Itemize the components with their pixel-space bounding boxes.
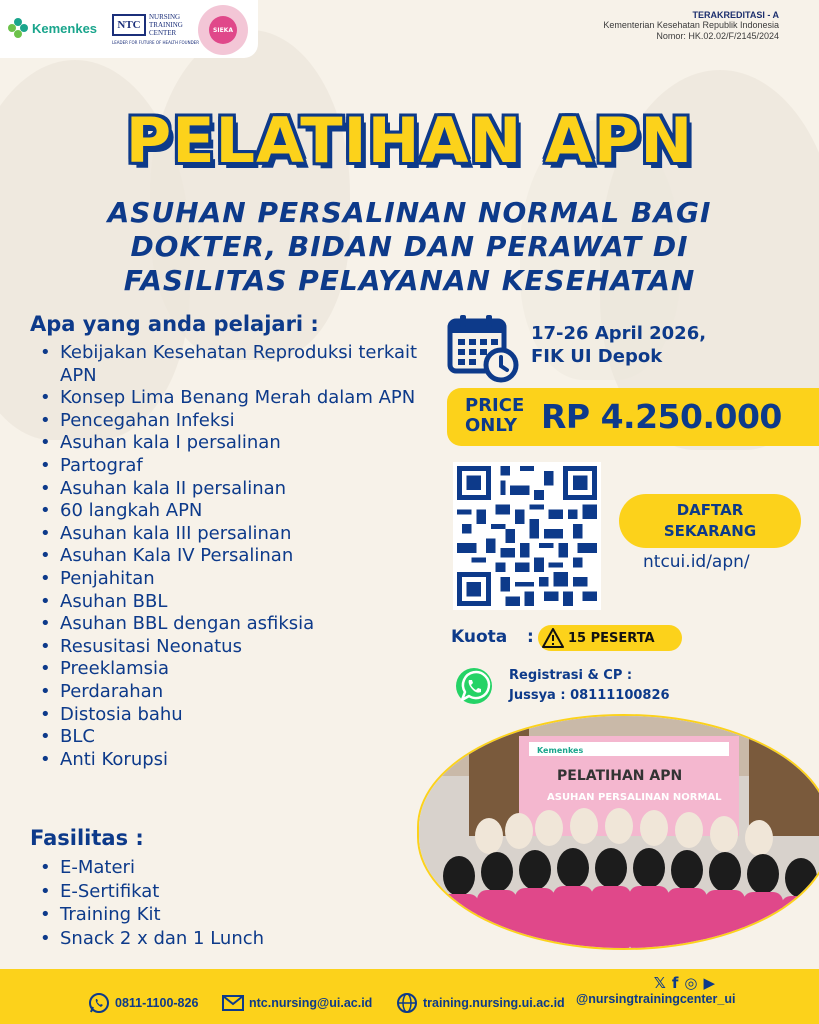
price-label-line: ONLY [465, 415, 518, 436]
sieka-logo [198, 5, 248, 55]
list-item: • Resusitasi Neonatus [40, 636, 420, 659]
list-item: • Asuhan kala II persalinan [40, 478, 420, 501]
footer-website[interactable] [396, 992, 565, 1014]
event-location: FIK UI Depok [531, 346, 663, 367]
accreditation-block [603, 10, 779, 42]
list-item: • E-Sertifikat [40, 880, 264, 904]
mail-icon [222, 992, 244, 1014]
page-subtitle [0, 196, 819, 298]
list-item: • Asuhan kala I persalinan [40, 432, 420, 455]
contact-person-label: Registrasi & CP : [509, 668, 633, 683]
facebook-icon[interactable]: f [671, 974, 679, 992]
quota-label: Kuota [451, 627, 508, 647]
list-item: • Asuhan BBL [40, 591, 420, 614]
footer-phone-text: 0811-1100-826 [115, 996, 199, 1010]
list-item: • Perdarahan [40, 681, 420, 704]
price-banner [447, 388, 819, 446]
price-label [465, 396, 524, 436]
qr-code-icon[interactable] [453, 462, 601, 610]
register-now-button[interactable] [619, 494, 801, 548]
register-button-line: DAFTAR [676, 501, 744, 519]
facilities-list [40, 856, 264, 950]
subtitle-line: FASILITAS PELAYANAN KESEHATAN [123, 264, 696, 297]
list-item: • Asuhan kala III persalinan [40, 523, 420, 546]
list-item: • Asuhan Kala IV Persalinan [40, 545, 420, 568]
banner-title: PELATIHAN APN [557, 768, 683, 784]
qr-code-graphic [457, 466, 597, 606]
event-date-block [531, 322, 706, 368]
learn-list [40, 342, 420, 771]
quota-colon: : [527, 627, 534, 647]
list-item: • Distosia bahu [40, 704, 420, 727]
kemenkes-icon [8, 18, 28, 38]
list-item: • Pencegahan Infeksi [40, 410, 420, 433]
footer-website-text: training.nursing.ui.ac.id [423, 996, 565, 1010]
list-item: • E-Materi [40, 856, 264, 880]
event-date: 17-26 April 2026, [531, 323, 707, 344]
learn-heading: Apa yang anda pelajari : [30, 312, 319, 336]
quota-badge [538, 625, 682, 651]
calendar-clock-icon [447, 313, 519, 383]
register-url[interactable]: ntcui.id/apn/ [643, 552, 750, 572]
ntc-logo [112, 13, 195, 37]
list-item: • Penjahitan [40, 568, 420, 591]
sieka-label: SIEKA [209, 16, 237, 44]
accreditation-title: TERAKREDITASI - A [692, 10, 779, 20]
globe-icon [396, 992, 418, 1014]
contact-person [509, 666, 670, 706]
page-title: PELATIHAN APN [125, 104, 694, 177]
price-label-line: PRICE [465, 395, 525, 416]
x-twitter-icon[interactable]: 𝕏 [653, 974, 666, 992]
footer-email[interactable] [222, 992, 372, 1014]
contact-person-phone[interactable]: Jussya : 08111100826 [509, 688, 670, 703]
training-group-photo [417, 714, 819, 950]
kemenkes-logo [8, 18, 97, 38]
footer-instagram[interactable] [576, 992, 735, 1006]
accreditation-number: Nomor: HK.02.02/F/2145/2024 [656, 31, 779, 41]
banner-logo: Kemenkes [537, 746, 584, 755]
footer-email-text: ntc.nursing@ui.ac.id [249, 996, 373, 1010]
subtitle-line: ASUHAN PERSALINAN NORMAL BAGI [107, 196, 712, 229]
banner-subtitle: ASUHAN PERSALINAN NORMAL [547, 792, 722, 803]
whatsapp-icon[interactable] [454, 666, 494, 706]
instagram-icon[interactable]: ◎ [684, 974, 698, 992]
price-value: RP 4.250.000 [541, 397, 782, 436]
youtube-icon[interactable]: ▶ [703, 974, 715, 992]
list-item: • Snack 2 x dan 1 Lunch [40, 927, 264, 951]
list-item: • Partograf [40, 455, 420, 478]
quota-value: 15 PESERTA [568, 630, 655, 646]
list-item: • Konsep Lima Benang Merah dalam APN [40, 387, 420, 410]
list-item: • Anti Korupsi [40, 749, 420, 772]
list-item: • Kebijakan Kesehatan Reproduksi terkait APN [40, 342, 420, 387]
list-item: • Training Kit [40, 903, 264, 927]
ntc-name: NURSING TRAINING CENTER [149, 13, 183, 37]
logo-bar [0, 0, 258, 58]
warning-icon [542, 628, 564, 648]
background-figure [150, 30, 350, 360]
social-links [654, 974, 715, 992]
register-button-line: SEKARANG [663, 522, 757, 540]
footer-phone[interactable] [88, 992, 198, 1014]
kemenkes-label: Kemenkes [32, 20, 98, 36]
facilities-heading: Fasilitas : [30, 826, 144, 850]
group-photo-illustration [419, 716, 819, 950]
list-item: • BLC [40, 726, 420, 749]
accreditation-ministry: Kementerian Kesehatan Republik Indonesia [603, 20, 779, 30]
list-item: • 60 langkah APN [40, 500, 420, 523]
footer-bar [0, 969, 819, 1024]
list-item: • Preeklamsia [40, 658, 420, 681]
footer-instagram-text: @nursingtrainingcenter_ui [576, 992, 736, 1006]
list-item: • Asuhan BBL dengan asfiksia [40, 613, 420, 636]
ntc-tagline: LEADER FOR FUTURE OF HEALTH FOUNDER [112, 40, 199, 45]
ntc-mark: NTC [112, 14, 146, 36]
subtitle-line: DOKTER, BIDAN DAN PERAWAT DI [130, 230, 689, 263]
whatsapp-icon [88, 992, 110, 1014]
